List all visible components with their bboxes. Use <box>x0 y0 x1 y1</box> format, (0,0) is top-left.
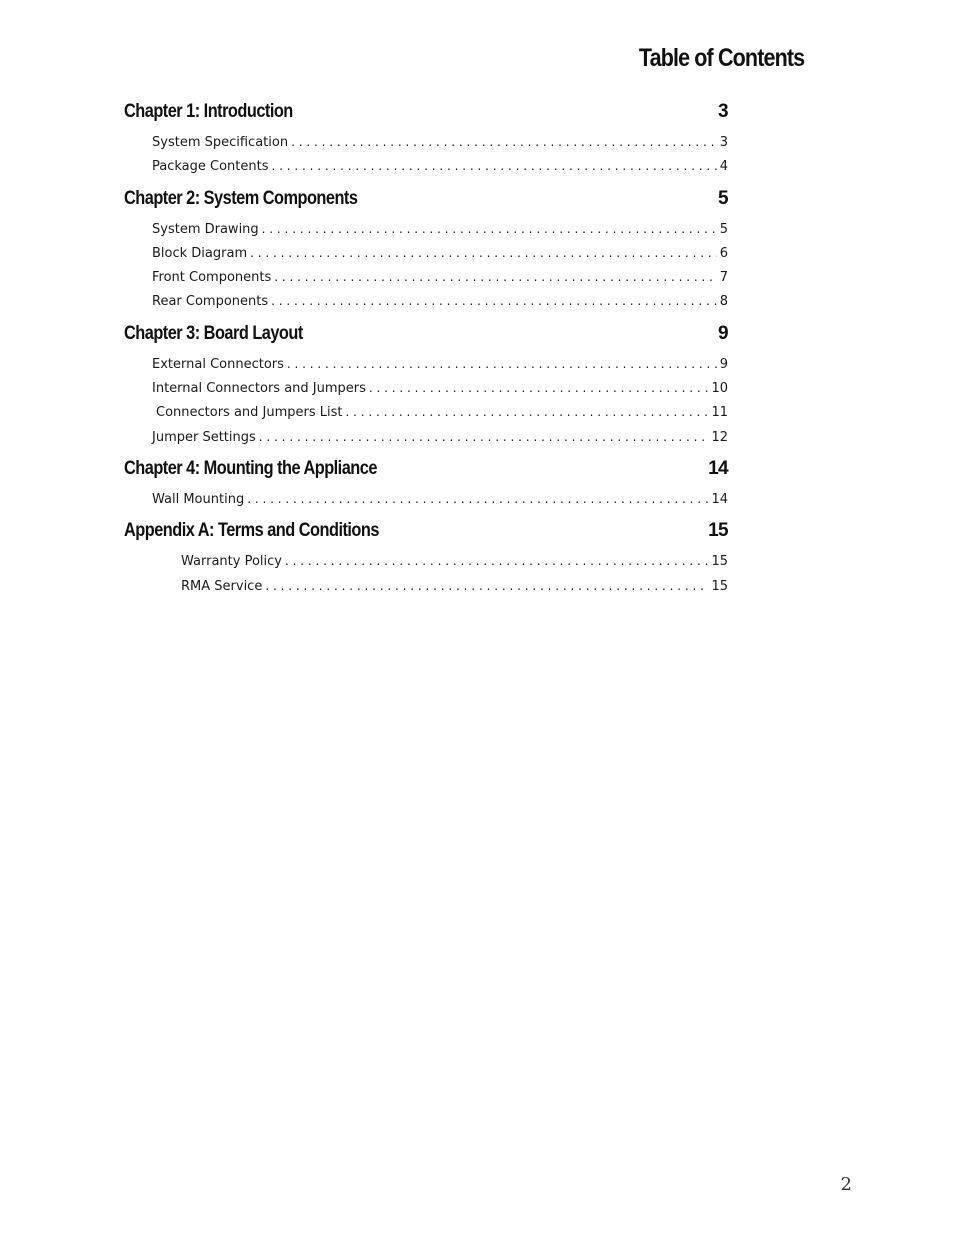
chapter-title: Chapter 1: Introduction <box>124 101 293 122</box>
toc-entry-page: 6 <box>719 245 728 261</box>
toc-entry[interactable] <box>124 357 728 381</box>
chapter-page-number: 3 <box>718 101 728 122</box>
toc-entry-label: Wall Mounting <box>152 491 245 507</box>
toc-entry-label: Internal Connectors and Jumpers <box>152 381 366 397</box>
toc-entry-label: System Specification <box>152 135 289 150</box>
chapter-page-number: 5 <box>718 187 728 209</box>
chapter-page-number: 15 <box>708 520 728 542</box>
dot-leader <box>369 381 709 395</box>
toc-entry-label: RMA Service <box>181 578 263 594</box>
dot-leader <box>265 579 708 593</box>
toc-entry-page: 9 <box>719 356 728 372</box>
toc-entry[interactable] <box>124 135 728 159</box>
toc-entry[interactable] <box>124 579 728 603</box>
toc-entry-page: 14 <box>711 491 728 507</box>
toc-entry-label: Rear Components <box>152 294 269 310</box>
chapter-page-number: 9 <box>718 322 728 344</box>
dot-leader <box>285 554 708 568</box>
toc-entry-label: Jumper Settings <box>152 429 256 445</box>
toc-entry[interactable] <box>124 492 728 516</box>
dot-leader <box>287 357 717 371</box>
toc-section-chapter-3 <box>124 323 728 454</box>
toc-entry-label: External Connectors <box>152 356 284 372</box>
dot-leader <box>274 270 716 284</box>
toc-entry-label: Connectors and Jumpers List <box>156 405 343 421</box>
dot-leader <box>291 135 717 149</box>
toc-entry-label: Front Components <box>152 270 272 286</box>
chapter-page-number: 14 <box>708 457 728 479</box>
toc-entry[interactable] <box>124 222 728 246</box>
toc-entry[interactable] <box>124 554 728 578</box>
toc-entry[interactable] <box>124 405 728 429</box>
toc-entry-page: 4 <box>719 159 728 175</box>
toc-entry-label: Warranty Policy <box>181 554 282 570</box>
toc-entry-label: Package Contents <box>152 159 269 175</box>
toc-entry-page: 15 <box>711 578 728 594</box>
chapter-heading-row[interactable] <box>124 101 728 131</box>
dot-leader <box>346 405 709 419</box>
dot-leader <box>259 430 709 444</box>
toc-entry-page: 12 <box>711 429 728 445</box>
toc-entry-page: 8 <box>719 294 728 310</box>
toc-entry[interactable] <box>124 430 728 454</box>
chapter-heading-row[interactable] <box>124 188 728 218</box>
dot-leader <box>272 159 717 173</box>
toc-entry[interactable] <box>124 246 728 270</box>
chapter-heading-row[interactable] <box>124 458 728 488</box>
toc-entry[interactable] <box>124 270 728 294</box>
chapter-heading-row[interactable] <box>124 323 728 353</box>
toc-entry-page: 15 <box>711 554 728 570</box>
dot-leader <box>250 246 717 260</box>
toc-entry-label: Block Diagram <box>152 245 248 261</box>
chapter-title: Chapter 2: System Components <box>124 187 358 209</box>
dot-leader <box>262 222 717 236</box>
chapter-title: Chapter 3: Board Layout <box>124 322 303 344</box>
dot-leader <box>271 294 717 308</box>
page-title: Table of Contents <box>638 44 804 72</box>
toc-entry-label: System Drawing <box>152 221 259 237</box>
chapter-title: Appendix A: Terms and Conditions <box>124 520 379 542</box>
toc-entry[interactable] <box>124 381 728 405</box>
toc-section-chapter-2 <box>124 188 728 319</box>
page-number: 2 <box>840 1174 852 1195</box>
toc-entry-page: 5 <box>719 221 728 237</box>
chapter-heading-row[interactable] <box>124 520 728 550</box>
toc-section-chapter-1 <box>124 101 728 184</box>
toc-section-chapter-4 <box>124 458 728 516</box>
toc-entry-page: 7 <box>719 270 728 286</box>
toc-entry-page: 10 <box>711 381 728 397</box>
toc-entry-page: 11 <box>711 405 728 421</box>
table-of-contents <box>124 101 728 607</box>
chapter-title: Chapter 4: Mounting the Appliance <box>124 457 377 479</box>
toc-section-appendix-a <box>124 520 728 603</box>
toc-entry[interactable] <box>124 294 728 318</box>
dot-leader <box>247 492 708 506</box>
toc-entry-page: 3 <box>719 135 728 150</box>
toc-entry[interactable] <box>124 159 728 183</box>
